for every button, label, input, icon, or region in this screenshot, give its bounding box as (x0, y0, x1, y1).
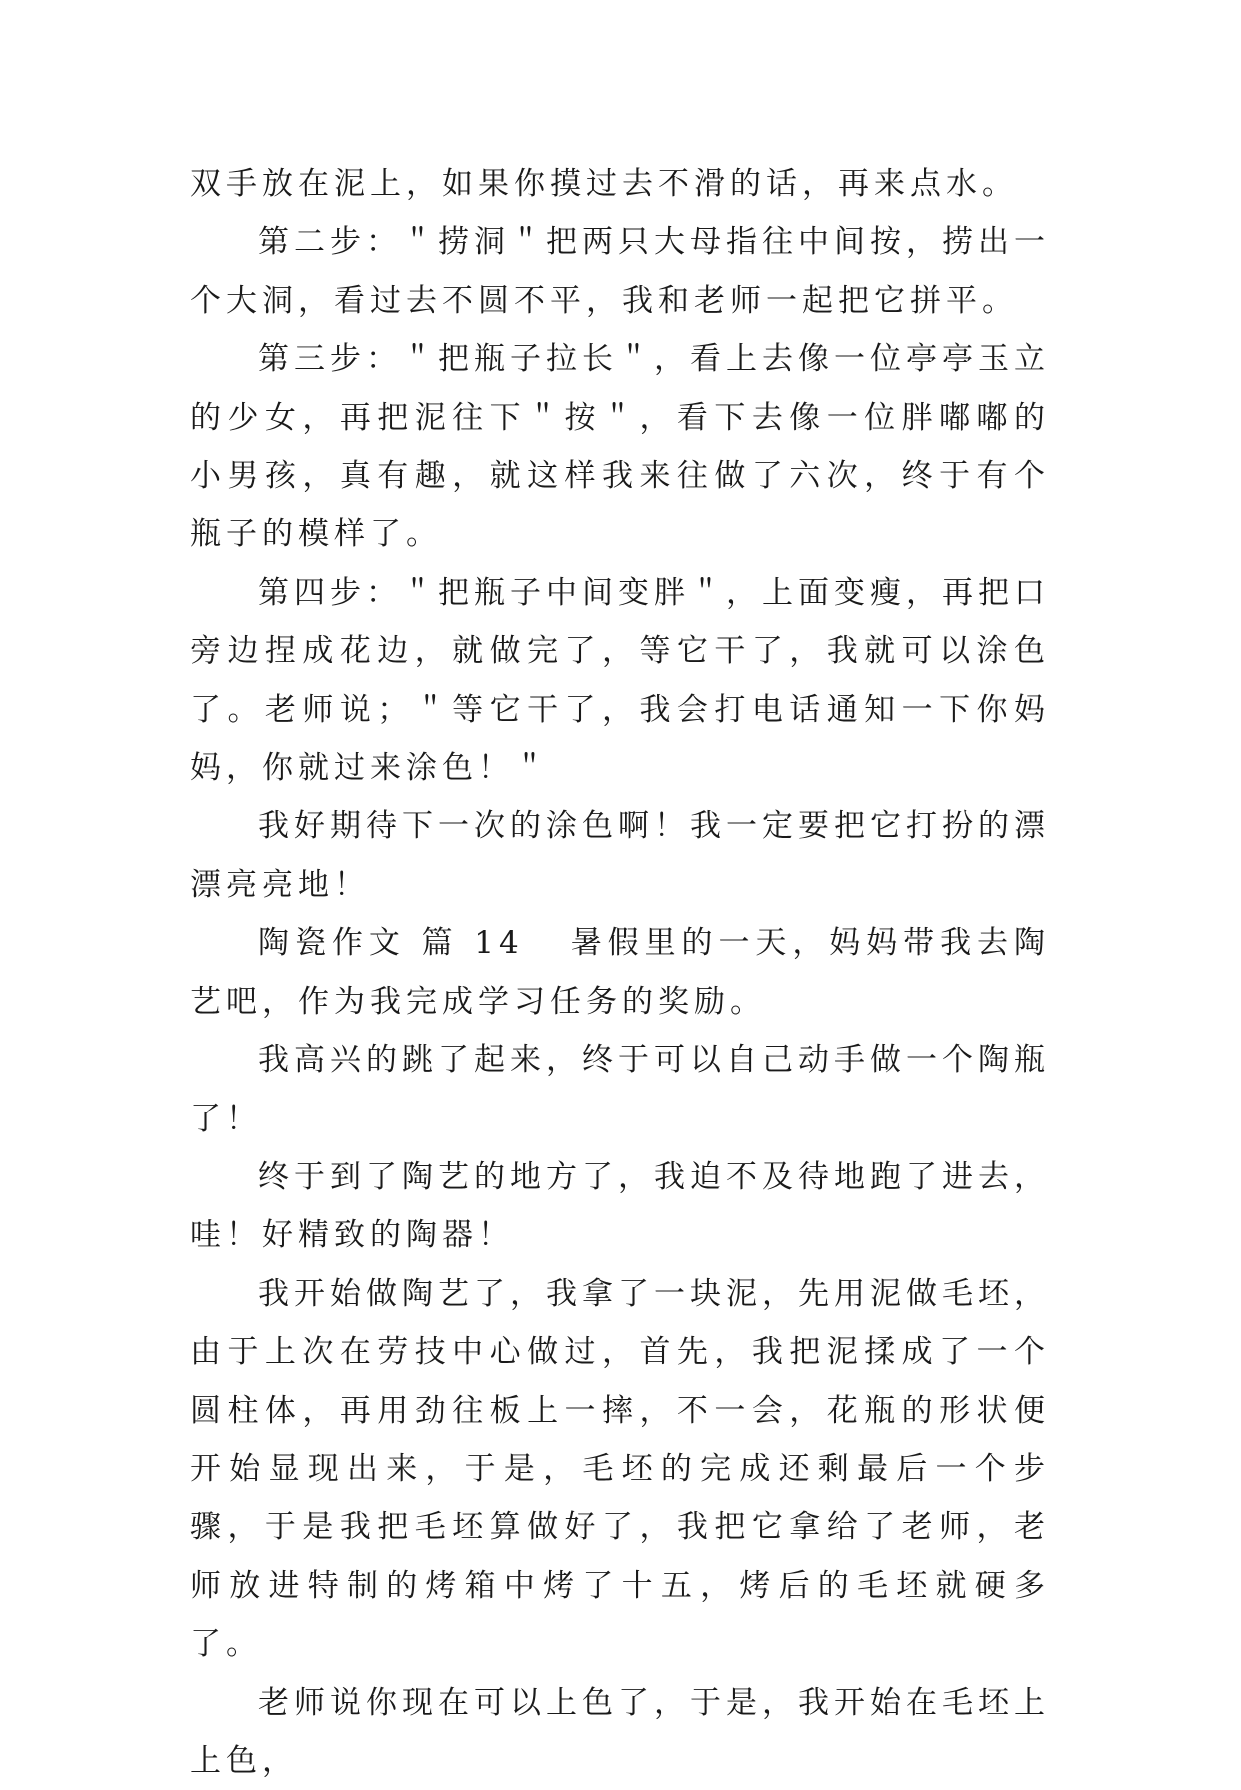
paragraph: 第三步：＂把瓶子拉长＂，看上去像一位亭亭玉立的少女，再把泥往下＂按＂，看下去像一位胖嘟嘟的小男孩，真有趣，就这样我来往做了六次，终于有个瓶子的模样了。 (190, 341, 1050, 553)
section-heading: 陶瓷作文 篇 14 (258, 925, 524, 962)
paragraph: 我高兴的跳了起来，终于可以自己动手做一个陶瓶了！ (190, 1042, 1050, 1137)
paragraph: 第四步：＂把瓶子中间变胖＂，上面变瘦，再把口旁边捏成花边，就做完了，等它干了，我就可以涂色了。老师说；＂等它干了，我会打电话通知一下你妈妈，你就过来涂色！＂ (190, 574, 1050, 787)
essay-body (190, 155, 1050, 1790)
paragraph: 第二步：＂捞洞＂把两只大母指往中间按，捞出一个大洞，看过去不圆不平，我和老师一起把它拼平。 (190, 224, 1050, 319)
paragraph: 老师说你现在可以上色了，于是，我开始在毛坯上上色， (190, 1684, 1050, 1779)
section-text: 暑假里的一天，妈妈带我去陶艺吧，作为我完成学习任务的奖励。 (190, 925, 1050, 1020)
paragraph: 我好期待下一次的涂色啊！我一定要把它打扮的漂漂亮亮地！ (190, 808, 1050, 903)
paragraph: 我开始做陶艺了，我拿了一块泥，先用泥做毛坯，由于上次在劳技中心做过，首先，我把泥揉成了一个圆柱体，再用劲往板上一摔，不一会，花瓶的形状便开始显现出来，于是，毛坯的完成还剩最后一个步骤，于是我把毛坯算做好了，我把它拿给了老师，老师放进特制的烤箱中烤了十五，烤后的毛坯就硬多了。 (190, 1275, 1050, 1663)
section-paragraph (190, 914, 1050, 1031)
paragraph: 终于到了陶艺的地方了，我迫不及待地跑了进去，哇！好精致的陶器！ (190, 1158, 1050, 1254)
paragraph: 双手放在泥上，如果你摸过去不滑的话，再来点水。 (190, 166, 1018, 202)
